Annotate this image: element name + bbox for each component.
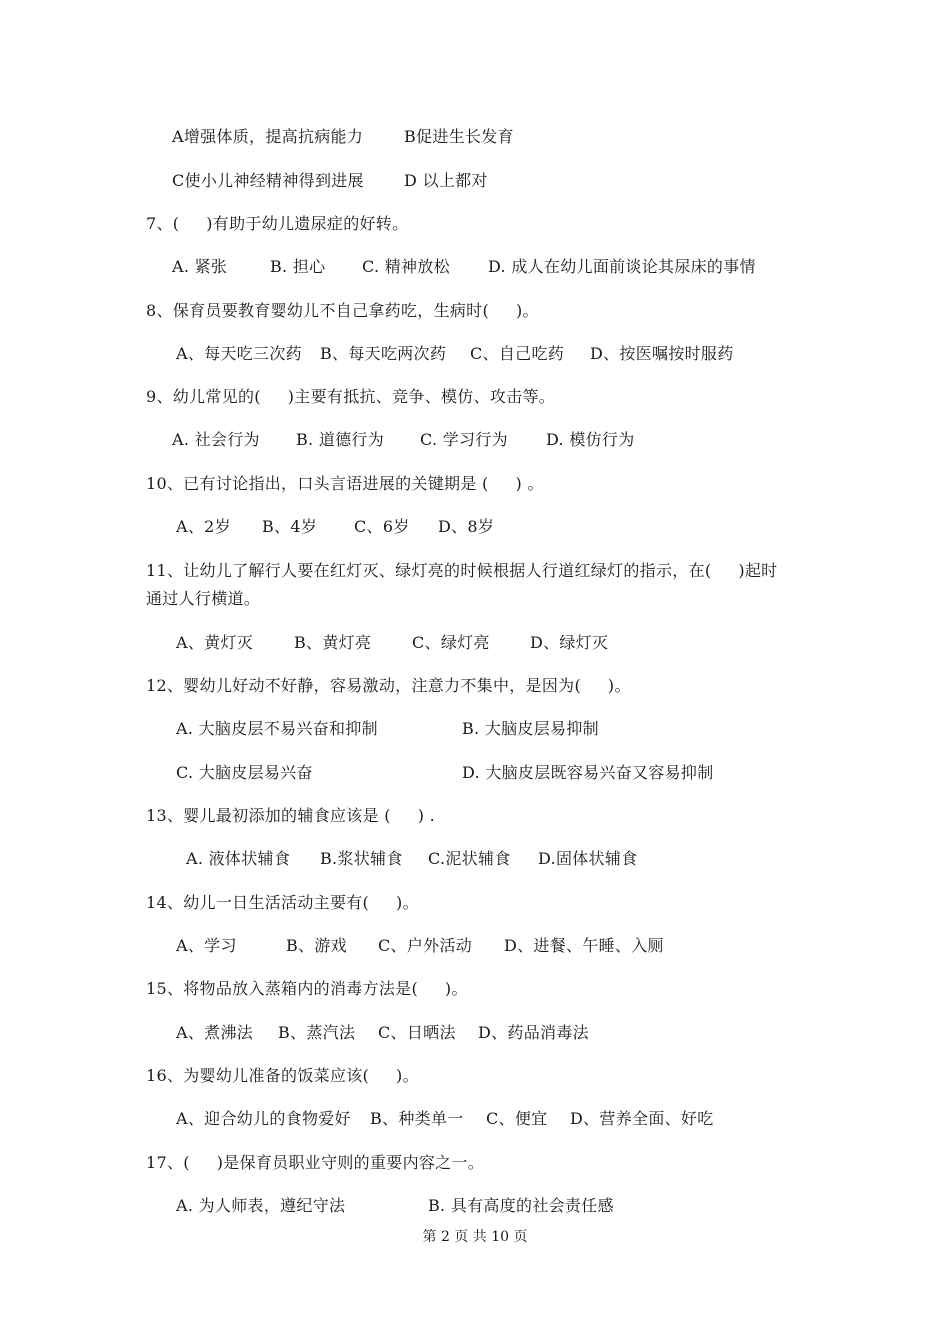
q12-option-c: C. 大脑皮层易兴奋: [176, 763, 313, 782]
q7-option-d: D. 成人在幼儿面前谈论其尿床的事情: [488, 257, 756, 276]
q13-option-b: B.浆状辅食: [320, 849, 403, 868]
q12-option-a: A. 大脑皮层不易兴奋和抑制: [176, 719, 378, 738]
q11-stem-line2: 通过人行横道。: [146, 589, 261, 608]
q9-option-b: B. 道德行为: [296, 430, 385, 449]
q7-stem: 7、( )有助于幼儿遗尿症的好转。: [146, 214, 409, 233]
q7-option-b: B. 担心: [270, 257, 326, 276]
q14-option-b: B、游戏: [286, 936, 347, 955]
q15-stem: 15、将物品放入蒸箱内的消毒方法是( )。: [146, 979, 468, 998]
q16-option-a: A、迎合幼儿的食物爱好: [176, 1109, 351, 1128]
q10-option-b: B、4岁: [262, 517, 318, 536]
q11-option-b: B、黄灯亮: [294, 633, 372, 652]
q17-stem: 17、( )是保育员职业守则的重要内容之一。: [146, 1153, 485, 1172]
q13-option-a: A. 液体状辅食: [186, 849, 291, 868]
q11-option-d: D、绿灯灭: [530, 633, 609, 652]
q10-option-c: C、6岁: [354, 517, 410, 536]
q6-option-c: C使小儿神经精神得到进展: [172, 171, 364, 190]
q8-option-b: B、每天吃两次药: [320, 344, 447, 363]
q11-stem-line1: 11、让幼儿了解行人要在红灯灭、绿灯亮的时候根据人行道红绿灯的指示，在( )起时: [146, 561, 778, 580]
q6-option-d: D 以上都对: [404, 171, 488, 190]
q8-option-a: A、每天吃三次药: [176, 344, 302, 363]
q13-stem: 13、婴儿最初添加的辅食应该是 ( ) .: [146, 806, 436, 825]
q11-option-a: A、黄灯灭: [176, 633, 254, 652]
q9-option-a: A. 社会行为: [172, 430, 260, 449]
q7-option-a: A. 紧张: [172, 257, 228, 276]
q9-stem: 9、幼儿常见的( )主要有抵抗、竞争、模仿、攻击等。: [146, 387, 556, 406]
q16-option-d: D、营养全面、好吃: [570, 1109, 714, 1128]
q12-option-d: D. 大脑皮层既容易兴奋又容易抑制: [462, 763, 714, 782]
q6-option-b: B促进生长发育: [404, 127, 514, 146]
q6-option-a: A增强体质，提高抗病能力: [172, 127, 364, 146]
q16-stem: 16、为婴幼儿准备的饭菜应该( )。: [146, 1066, 419, 1085]
q14-stem: 14、幼儿一日生活活动主要有( )。: [146, 893, 419, 912]
q15-option-c: C、日晒法: [378, 1023, 456, 1042]
q9-option-d: D. 模仿行为: [546, 430, 635, 449]
q15-option-a: A、煮沸法: [176, 1023, 254, 1042]
q10-option-d: D、8岁: [438, 517, 495, 536]
q10-stem: 10、已有讨论指出，口头言语进展的关键期是 ( ) 。: [146, 474, 544, 493]
q7-option-c: C. 精神放松: [362, 257, 450, 276]
q8-stem: 8、保育员要教育婴幼儿不自己拿药吃，生病时( )。: [146, 301, 539, 320]
q12-stem: 12、婴幼儿好动不好静，容易激动，注意力不集中，是因为( )。: [146, 676, 631, 695]
page-footer: 第 2 页 共 10 页: [422, 1229, 528, 1245]
q13-option-c: C.泥状辅食: [428, 849, 511, 868]
q14-option-a: A、学习: [176, 936, 237, 955]
q14-option-c: C、户外活动: [378, 936, 473, 955]
q8-option-d: D、按医嘱按时服药: [590, 344, 734, 363]
q10-option-a: A、2岁: [176, 517, 231, 536]
q17-option-a: A. 为人师表，遵纪守法: [176, 1196, 346, 1215]
q9-option-c: C. 学习行为: [420, 430, 508, 449]
q13-option-d: D.固体状辅食: [538, 849, 638, 868]
q11-option-c: C、绿灯亮: [412, 633, 490, 652]
q16-option-b: B、种类单一: [370, 1109, 464, 1128]
q15-option-d: D、药品消毒法: [478, 1023, 589, 1042]
q8-option-c: C、自己吃药: [470, 344, 565, 363]
q16-option-c: C、便宜: [486, 1109, 548, 1128]
q17-option-b: B. 具有高度的社会责任感: [428, 1196, 614, 1215]
q15-option-b: B、蒸汽法: [278, 1023, 356, 1042]
q14-option-d: D、进餐、午睡、入厕: [504, 936, 664, 955]
q12-option-b: B. 大脑皮层易抑制: [462, 719, 599, 738]
